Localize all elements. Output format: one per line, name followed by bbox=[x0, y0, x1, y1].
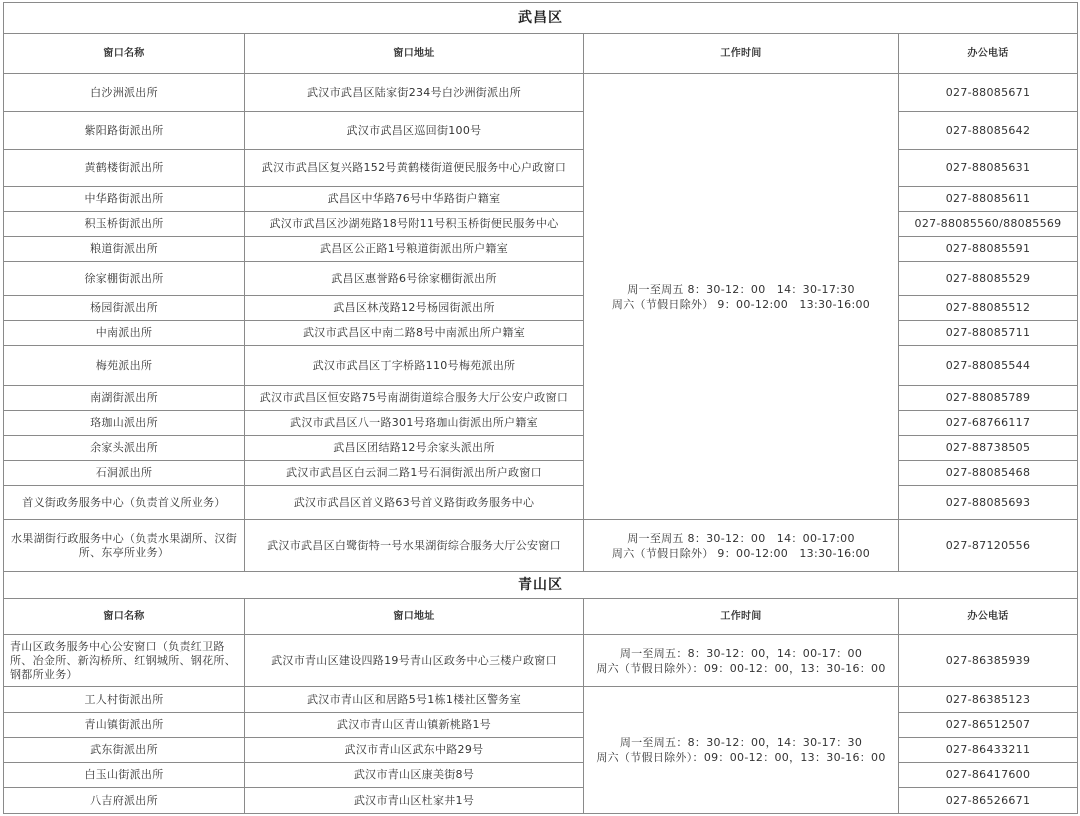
office-address: 武汉市武昌区白云洞二路1号石洞街派出所户政窗口 bbox=[245, 461, 584, 486]
section-header-row bbox=[4, 3, 1078, 34]
hours-weekday: 周一至周五：8：30-12：00，14：30-17：30 bbox=[619, 736, 863, 749]
office-phone: 027-86417600 bbox=[899, 763, 1078, 788]
office-phone: 027-88085789 bbox=[899, 386, 1078, 411]
table-row bbox=[4, 321, 1078, 346]
office-address: 武汉市武昌区八一路301号珞珈山街派出所户籍室 bbox=[245, 411, 584, 436]
table-row bbox=[4, 738, 1078, 763]
column-header-row bbox=[4, 34, 1078, 74]
office-name: 南湖街派出所 bbox=[4, 386, 245, 411]
office-name: 青山区政务服务中心公安窗口（负责红卫路所、冶金所、新沟桥所、红钢城所、钢花所、钢都所业务） bbox=[4, 635, 245, 687]
district-title-wuchang: 武昌区 bbox=[4, 3, 1078, 34]
hours-saturday: 周六（节假日除外） 9：00-12:00 13:30-16:00 bbox=[611, 297, 871, 311]
police-office-table bbox=[3, 2, 1078, 814]
office-address: 武昌区中华路76号中华路街户籍室 bbox=[245, 187, 584, 212]
office-name: 积玉桥街派出所 bbox=[4, 212, 245, 237]
office-name: 中华路街派出所 bbox=[4, 187, 245, 212]
header-phone: 办公电话 bbox=[899, 34, 1078, 74]
office-address: 武汉市青山区和居路5号1栋1楼社区警务室 bbox=[245, 687, 584, 713]
table-row bbox=[4, 150, 1078, 187]
hours-saturday: 周六（节假日除外）：09：00-12：00，13：30-16：00 bbox=[596, 751, 886, 764]
table-row bbox=[4, 687, 1078, 713]
table-row bbox=[4, 346, 1078, 386]
table-row bbox=[4, 788, 1078, 814]
office-name: 武东街派出所 bbox=[4, 738, 245, 763]
table-row bbox=[4, 635, 1078, 687]
office-name: 石洞派出所 bbox=[4, 461, 245, 486]
office-address: 武汉市武昌区首义路63号首义路街政务服务中心 bbox=[245, 486, 584, 520]
office-name: 杨园街派出所 bbox=[4, 296, 245, 321]
table-row bbox=[4, 74, 1078, 112]
office-name: 水果湖街行政服务中心（负责水果湖所、汉街所、东亭所业务） bbox=[4, 520, 245, 572]
office-phone: 027-86385939 bbox=[899, 635, 1078, 687]
office-name: 珞珈山派出所 bbox=[4, 411, 245, 436]
hours-weekday: 周一至周五 8：30-12：00 14：30-17:30 bbox=[627, 282, 855, 296]
office-address: 武汉市青山区杜家井1号 bbox=[245, 788, 584, 814]
hours-saturday: 周六（节假日除外）：09：00-12：00，13：30-16：00 bbox=[596, 661, 886, 675]
section-header-row bbox=[4, 572, 1078, 599]
table-row bbox=[4, 520, 1078, 572]
office-name: 余家头派出所 bbox=[4, 436, 245, 461]
office-name: 白沙洲派出所 bbox=[4, 74, 245, 112]
working-hours-cell bbox=[584, 635, 899, 687]
office-phone: 027-88085642 bbox=[899, 112, 1078, 150]
table-row bbox=[4, 386, 1078, 411]
table-row bbox=[4, 187, 1078, 212]
office-address: 武昌区团结路12号余家头派出所 bbox=[245, 436, 584, 461]
office-address: 武汉市青山区武东中路29号 bbox=[245, 738, 584, 763]
office-address: 武汉市武昌区沙湖苑路18号附11号积玉桥街便民服务中心 bbox=[245, 212, 584, 237]
office-phone: 027-86433211 bbox=[899, 738, 1078, 763]
table-row bbox=[4, 112, 1078, 150]
table-row bbox=[4, 212, 1078, 237]
office-address: 武汉市青山区青山镇新桃路1号 bbox=[245, 713, 584, 738]
office-address: 武汉市青山区建设四路19号青山区政务中心三楼户政窗口 bbox=[245, 635, 584, 687]
office-phone: 027-68766117 bbox=[899, 411, 1078, 436]
office-phone: 027-88085631 bbox=[899, 150, 1078, 187]
header-name: 窗口名称 bbox=[4, 34, 245, 74]
office-name: 紫阳路街派出所 bbox=[4, 112, 245, 150]
office-phone: 027-88085711 bbox=[899, 321, 1078, 346]
office-address: 武昌区林茂路12号杨园街派出所 bbox=[245, 296, 584, 321]
office-phone: 027-88085671 bbox=[899, 74, 1078, 112]
header-address: 窗口地址 bbox=[245, 34, 584, 74]
office-name: 粮道街派出所 bbox=[4, 237, 245, 262]
office-address: 武汉市武昌区巡回街100号 bbox=[245, 112, 584, 150]
working-hours-cell bbox=[584, 74, 899, 520]
office-phone: 027-86526671 bbox=[899, 788, 1078, 814]
table-row bbox=[4, 461, 1078, 486]
office-phone: 027-88085544 bbox=[899, 346, 1078, 386]
office-phone: 027-88085693 bbox=[899, 486, 1078, 520]
office-phone: 027-86385123 bbox=[899, 687, 1078, 713]
office-address: 武汉市武昌区中南二路8号中南派出所户籍室 bbox=[245, 321, 584, 346]
table-row bbox=[4, 713, 1078, 738]
office-name: 首义街政务服务中心（负责首义所业务） bbox=[4, 486, 245, 520]
office-address: 武汉市武昌区恒安路75号南湖街道综合服务大厅公安户政窗口 bbox=[245, 386, 584, 411]
column-header-row bbox=[4, 599, 1078, 635]
table-row bbox=[4, 486, 1078, 520]
office-phone: 027-88085591 bbox=[899, 237, 1078, 262]
header-phone: 办公电话 bbox=[899, 599, 1078, 635]
office-phone: 027-88085611 bbox=[899, 187, 1078, 212]
office-address: 武汉市武昌区丁字桥路110号梅苑派出所 bbox=[245, 346, 584, 386]
table-row bbox=[4, 436, 1078, 461]
hours-weekday: 周一至周五：8：30-12：00，14：00-17：00 bbox=[619, 646, 863, 660]
header-name: 窗口名称 bbox=[4, 599, 245, 635]
header-address: 窗口地址 bbox=[245, 599, 584, 635]
working-hours-cell bbox=[584, 520, 899, 572]
table-row bbox=[4, 296, 1078, 321]
office-name: 工人村街派出所 bbox=[4, 687, 245, 713]
office-name: 八吉府派出所 bbox=[4, 788, 245, 814]
office-phone: 027-88738505 bbox=[899, 436, 1078, 461]
office-address: 武昌区惠誉路6号徐家棚街派出所 bbox=[245, 262, 584, 296]
table-row bbox=[4, 411, 1078, 436]
table-row bbox=[4, 763, 1078, 788]
office-phone: 027-87120556 bbox=[899, 520, 1078, 572]
header-hours: 工作时间 bbox=[584, 599, 899, 635]
header-hours: 工作时间 bbox=[584, 34, 899, 74]
office-name: 徐家棚街派出所 bbox=[4, 262, 245, 296]
working-hours-cell bbox=[584, 687, 899, 814]
office-name: 白玉山街派出所 bbox=[4, 763, 245, 788]
office-address: 武汉市武昌区复兴路152号黄鹤楼街道便民服务中心户政窗口 bbox=[245, 150, 584, 187]
hours-saturday: 周六（节假日除外） 9：00-12:00 13:30-16:00 bbox=[611, 546, 871, 560]
table-row bbox=[4, 237, 1078, 262]
hours-weekday: 周一至周五 8：30-12：00 14：00-17:00 bbox=[627, 531, 855, 545]
office-name: 梅苑派出所 bbox=[4, 346, 245, 386]
district-title-qingshan: 青山区 bbox=[4, 572, 1078, 599]
office-name: 黄鹤楼街派出所 bbox=[4, 150, 245, 187]
office-address: 武汉市青山区康美街8号 bbox=[245, 763, 584, 788]
office-phone: 027-88085512 bbox=[899, 296, 1078, 321]
office-name: 青山镇街派出所 bbox=[4, 713, 245, 738]
office-phone: 027-88085468 bbox=[899, 461, 1078, 486]
office-phone: 027-88085529 bbox=[899, 262, 1078, 296]
office-phone: 027-86512507 bbox=[899, 713, 1078, 738]
office-name: 中南派出所 bbox=[4, 321, 245, 346]
table-row bbox=[4, 262, 1078, 296]
office-address: 武汉市武昌区白鹭街特一号水果湖街综合服务大厅公安窗口 bbox=[245, 520, 584, 572]
office-phone: 027-88085560/88085569 bbox=[899, 212, 1078, 237]
office-address: 武昌区公正路1号粮道街派出所户籍室 bbox=[245, 237, 584, 262]
office-address: 武汉市武昌区陆家街234号白沙洲街派出所 bbox=[245, 74, 584, 112]
